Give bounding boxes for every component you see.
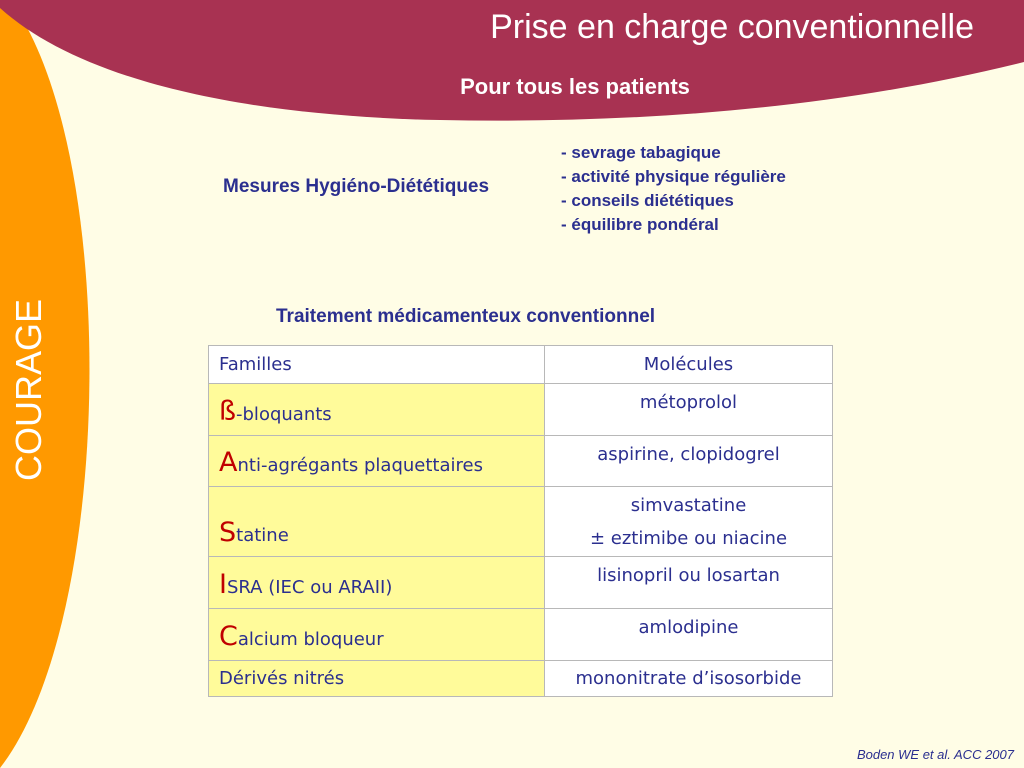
molecule-cell: amlodipine: [545, 609, 833, 661]
molecule-line: simvastatine: [630, 495, 747, 516]
family-cell: Dérivés nitrés: [209, 661, 545, 697]
family-initial: C: [219, 621, 238, 652]
family-cell: [209, 609, 545, 661]
molecule-line: ± eztimibe ou niacine: [589, 528, 788, 549]
family-cell: [209, 487, 545, 557]
family-cell: [209, 384, 545, 436]
table-row: [209, 609, 833, 661]
citation: Boden WE et al. ACC 2007: [856, 747, 1014, 762]
list-item: - sevrage tabagique: [561, 143, 721, 162]
family-initial: ß: [219, 396, 237, 427]
table-row: [209, 661, 833, 697]
molecule-cell: mononitrate d’isosorbide: [545, 661, 833, 697]
family-initial: I: [219, 569, 227, 600]
table-header-row: [209, 346, 833, 384]
column-header-molecules: Molécules: [545, 346, 833, 384]
list-item: - équilibre pondéral: [561, 215, 719, 234]
side-label: COURAGE: [8, 298, 49, 482]
table-row: [209, 384, 833, 436]
table-row: [209, 436, 833, 487]
family-rest: alcium bloqueur: [237, 629, 384, 650]
molecule-cell: aspirine, clopidogrel: [545, 436, 833, 487]
molecule-cell: métoprolol: [545, 384, 833, 436]
molecule-cell: lisinopril ou losartan: [545, 557, 833, 609]
hygiene-list: [561, 141, 786, 237]
medication-title: Traitement médicamenteux conventionnel: [276, 306, 656, 327]
page-title: Prise en charge conventionnelle: [490, 8, 974, 46]
column-header-families: Familles: [209, 346, 545, 384]
family-rest: tatine: [236, 525, 289, 546]
family-cell: [209, 557, 545, 609]
family-rest: nti-agrégants plaquettaires: [237, 455, 483, 476]
table-row: [209, 557, 833, 609]
list-item: - conseils diététiques: [561, 191, 734, 210]
molecule-cell: [545, 487, 833, 557]
table-row: [209, 487, 833, 557]
hygiene-label: Mesures Hygiéno-Diététiques: [223, 176, 490, 197]
family-rest: -bloquants: [236, 404, 332, 425]
family-initial: A: [219, 447, 238, 478]
page-subtitle: Pour tous les patients: [460, 74, 690, 99]
family-cell: [209, 436, 545, 487]
medication-table: [208, 345, 833, 697]
family-initial: S: [219, 517, 237, 548]
list-item: - activité physique régulière: [561, 167, 786, 186]
family-rest: SRA (IEC ou ARAII): [226, 577, 393, 598]
